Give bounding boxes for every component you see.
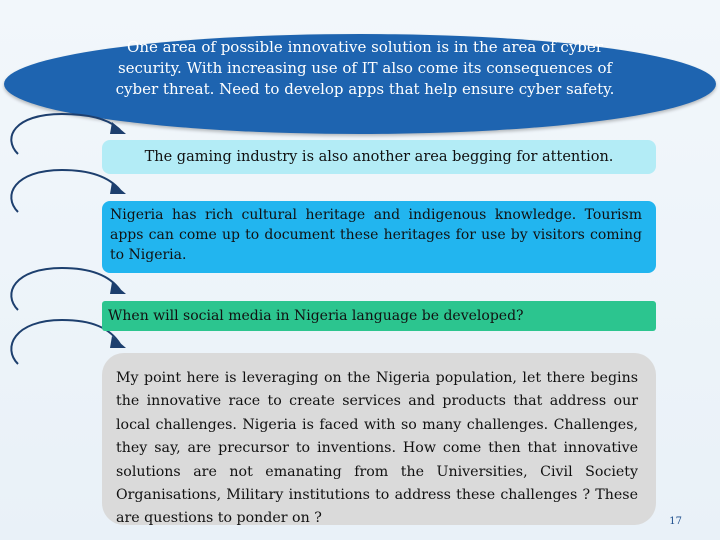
tourism-box: Nigeria has rich cultural heritage and indigenous knowledge. Tourism apps can come up to document these heritages for use by visitors coming to Nigeria. <box>102 201 656 273</box>
social-media-box: When will social media in Nigeria language be developed? <box>102 301 656 331</box>
point-box: My point here is leveraging on the Nigeria population, let there begins the innovative race to create services and products that address our local challenges. Nigeria is faced with so many challenges. Challenges, they say, are precursor to inventions. How come then that innovative solutions are not emanating from the Universities, Civil Society Organisations, Military institutions to address these challenges ? These are questions to ponder on ? <box>102 353 656 525</box>
cyber-security-text: One area of possible innovative solution is in the area of cyber security. With increasing use of IT also come its consequences of cyber threat. Need to develop apps that help ensure cyber safety. <box>115 38 615 98</box>
page-number: 17 <box>669 516 682 527</box>
gaming-box: The gaming industry is also another area begging for attention. <box>102 140 656 174</box>
